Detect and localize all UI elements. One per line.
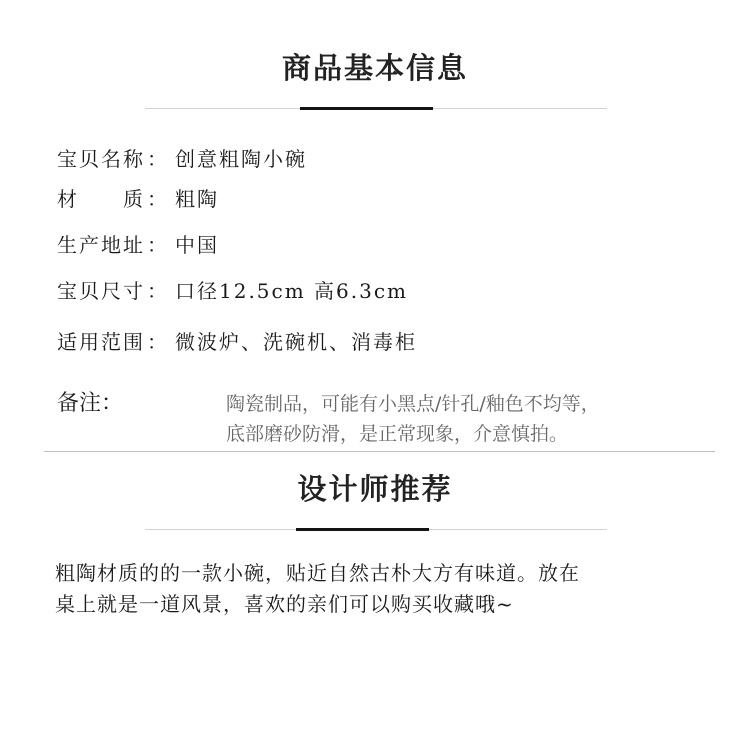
- spec-separator: ：: [147, 233, 169, 257]
- note-line: 底部磨砂防滑，是正常现象，介意慎拍。: [226, 423, 569, 445]
- spec-value: 中国: [175, 233, 219, 257]
- spec-separator: ：: [147, 279, 169, 303]
- designer-title: 设计师推荐: [297, 472, 453, 506]
- basic-info-title-underline: [300, 107, 433, 110]
- spec-value: 创意粗陶小碗: [175, 147, 307, 171]
- spec-value: 粗陶: [175, 187, 219, 211]
- note-label: 备注：: [57, 391, 124, 416]
- spec-row-origin: [57, 229, 219, 258]
- spec-label: 宝贝名称: [57, 147, 145, 171]
- spec-separator: ：: [147, 147, 169, 171]
- designer-title-underline: [296, 528, 429, 531]
- spec-row-size: [57, 275, 408, 304]
- spec-value: 微波炉、洗碗机、消毒柜: [175, 330, 417, 354]
- basic-info-title: 商品基本信息: [281, 51, 468, 85]
- spec-row-material: [57, 183, 219, 212]
- spec-label: 生产地址: [57, 233, 145, 257]
- spec-label: 适用范围: [57, 330, 145, 354]
- designer-text-line: 桌上就是一道风景，喜欢的亲们可以购买收藏哦~: [55, 592, 514, 616]
- spec-label: 材 质: [57, 187, 145, 211]
- spec-separator: ：: [147, 187, 169, 211]
- designer-text-line: 粗陶材质的的一款小碗，贴近自然古朴大方有味道。放在: [55, 561, 580, 585]
- spec-label: 宝贝尺寸: [57, 279, 145, 303]
- note-line: 陶瓷制品，可能有小黑点/针孔/釉色不均等，: [226, 393, 600, 415]
- spec-row-name: [57, 143, 307, 172]
- section-divider: [44, 451, 715, 452]
- spec-row-usage: [57, 326, 417, 355]
- spec-value: 口径12.5cm 高6.3cm: [175, 279, 409, 303]
- spec-separator: ：: [147, 330, 169, 354]
